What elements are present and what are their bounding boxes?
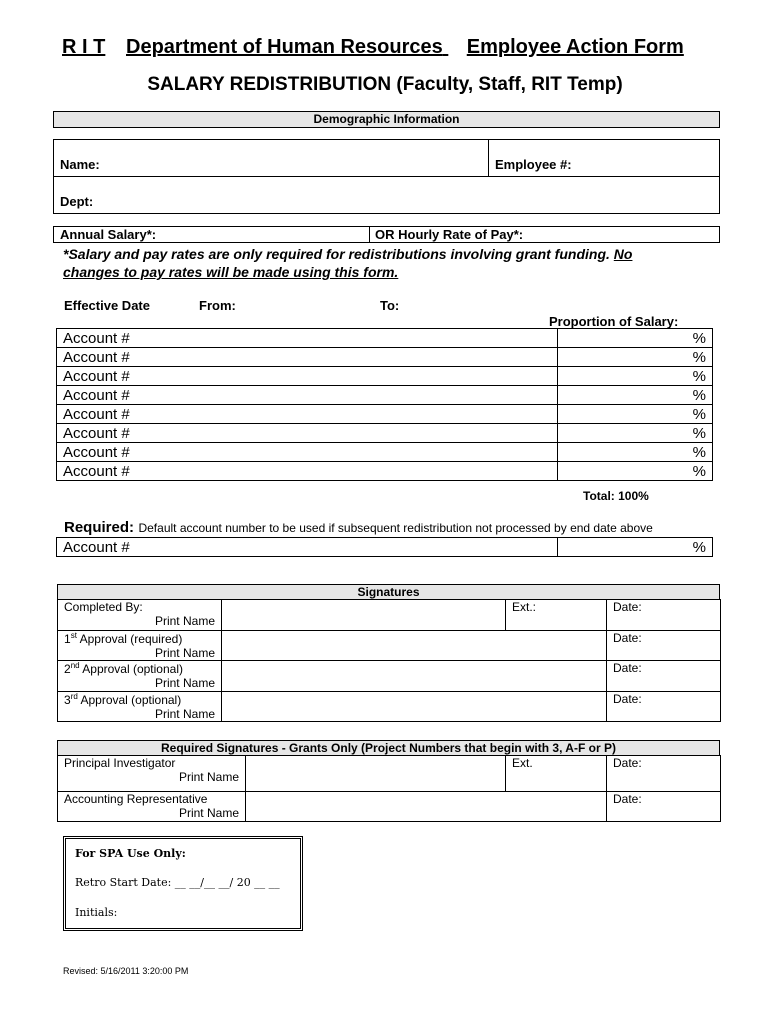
approval2-signature[interactable] (222, 661, 607, 692)
date-field[interactable]: Date: (607, 600, 721, 631)
pi-label: Principal Investigator (64, 756, 176, 770)
required-text: Default account number to be used if subsequent redistribution not processed by end date above (138, 521, 653, 535)
approval2-label: Approval (optional) (79, 662, 183, 676)
account-row[interactable] (57, 386, 713, 405)
grants-table (57, 755, 721, 822)
account-row[interactable] (57, 462, 713, 481)
acct-rep-cell (58, 792, 246, 822)
rit-logo: R I T (62, 36, 106, 58)
account-number[interactable]: Account # (57, 386, 558, 405)
account-percent[interactable]: % (558, 329, 713, 348)
acct-rep-label: Accounting Representative (64, 792, 208, 806)
default-account-percent[interactable]: % (558, 538, 713, 557)
spa-title: For SPA Use Only: (75, 847, 186, 860)
name-field[interactable]: Name: (60, 157, 100, 172)
print-name-label: Print Name (154, 614, 215, 628)
completed-by-label: Completed By: (64, 600, 143, 614)
divider (488, 139, 489, 176)
account-row[interactable] (57, 348, 713, 367)
account-number[interactable]: Account # (57, 405, 558, 424)
divider (369, 226, 370, 243)
approval3-signature[interactable] (222, 692, 607, 722)
spa-use-box (63, 836, 303, 931)
account-percent[interactable]: % (558, 348, 713, 367)
date-field[interactable]: Date: (607, 756, 721, 792)
account-number[interactable]: Account # (57, 424, 558, 443)
effective-date-label: Effective Date (64, 298, 150, 313)
print-name-label: Print Name (154, 676, 215, 690)
total-label: Total: 100% (583, 489, 649, 503)
date-field[interactable]: Date: (607, 631, 721, 661)
approval1-suffix: st (70, 631, 77, 640)
approval3-suffix: rd (70, 692, 78, 701)
account-row[interactable] (57, 405, 713, 424)
account-row[interactable] (57, 367, 713, 386)
account-number[interactable]: Account # (57, 367, 558, 386)
account-number[interactable]: Account # (57, 329, 558, 348)
proportion-label: Proportion of Salary: (549, 314, 679, 329)
retro-start-date-field[interactable]: Retro Start Date: __ __/__ __/ 20 __ __ (75, 876, 280, 889)
employee-number-field[interactable]: Employee #: (495, 157, 572, 172)
to-date-field[interactable]: To: (380, 298, 400, 313)
print-name-label: Print Name (178, 806, 239, 820)
approval3-cell (58, 692, 222, 722)
account-row[interactable] (57, 443, 713, 462)
approval3-label: Approval (optional) (77, 693, 182, 707)
ext-field[interactable]: Ext.: (506, 600, 607, 631)
account-row[interactable] (57, 424, 713, 443)
accounts-table (56, 328, 713, 481)
account-percent[interactable]: % (558, 424, 713, 443)
completed-by-signature[interactable] (222, 600, 506, 631)
approval3-ordinal: 3 (64, 693, 71, 707)
account-number[interactable]: Account # (57, 462, 558, 481)
divider (53, 176, 720, 177)
date-field[interactable]: Date: (607, 661, 721, 692)
approval1-label: Approval (required) (76, 632, 183, 646)
signatures-table (57, 599, 721, 722)
pi-cell (58, 756, 246, 792)
account-percent[interactable]: % (558, 386, 713, 405)
acct-rep-signature[interactable] (246, 792, 607, 822)
ext-field[interactable]: Ext. (506, 756, 607, 792)
salary-note (63, 245, 713, 281)
form-subtitle: SALARY REDISTRIBUTION (Faculty, Staff, RIT Temp) (147, 74, 623, 95)
revision-date: Revised: 5/16/2011 3:20:00 PM (63, 966, 189, 976)
account-percent[interactable]: % (558, 462, 713, 481)
default-account-row[interactable] (57, 538, 713, 557)
approval1-signature[interactable] (222, 631, 607, 661)
demographic-section-header: Demographic Information (53, 111, 720, 128)
account-number[interactable]: Account # (57, 443, 558, 462)
account-percent[interactable]: % (558, 405, 713, 424)
department-name: Department of Human Resources (126, 36, 443, 58)
approval2-suffix: nd (70, 661, 80, 670)
dept-field[interactable]: Dept: (60, 194, 94, 209)
account-percent[interactable]: % (558, 443, 713, 462)
signatures-section-header: Signatures (57, 584, 720, 600)
note-text-underlined: changes to pay rates will be made using this form. (63, 264, 399, 280)
default-account-number[interactable]: Account # (57, 538, 558, 557)
account-row[interactable] (57, 329, 713, 348)
approval1-ordinal: 1 (64, 632, 71, 646)
date-field[interactable]: Date: (607, 792, 721, 822)
completed-by-cell (58, 600, 222, 631)
date-field[interactable]: Date: (607, 692, 721, 722)
account-number[interactable]: Account # (57, 348, 558, 367)
form-name: Employee Action Form (466, 36, 684, 58)
form-title (62, 36, 684, 59)
print-name-label: Print Name (178, 770, 239, 784)
pi-signature[interactable] (246, 756, 506, 792)
default-account-table (56, 537, 713, 557)
print-name-label: Print Name (154, 707, 215, 721)
approval1-cell (58, 631, 222, 661)
from-date-field[interactable]: From: (199, 298, 236, 313)
grants-section-header: Required Signatures - Grants Only (Project Numbers that begin with 3, A-F or P) (57, 740, 720, 756)
approval2-cell (58, 661, 222, 692)
account-percent[interactable]: % (558, 367, 713, 386)
required-line (64, 519, 653, 537)
initials-field[interactable]: Initials: (75, 906, 118, 919)
approval2-ordinal: 2 (64, 662, 71, 676)
required-label: Required: (64, 519, 135, 536)
hourly-rate-field[interactable]: OR Hourly Rate of Pay*: (375, 227, 524, 242)
annual-salary-field[interactable]: Annual Salary*: (60, 227, 157, 242)
print-name-label: Print Name (154, 646, 215, 660)
note-text: *Salary and pay rates are only required for redistributions involving grant funding. (63, 246, 614, 262)
note-text-underlined: No (613, 246, 633, 262)
